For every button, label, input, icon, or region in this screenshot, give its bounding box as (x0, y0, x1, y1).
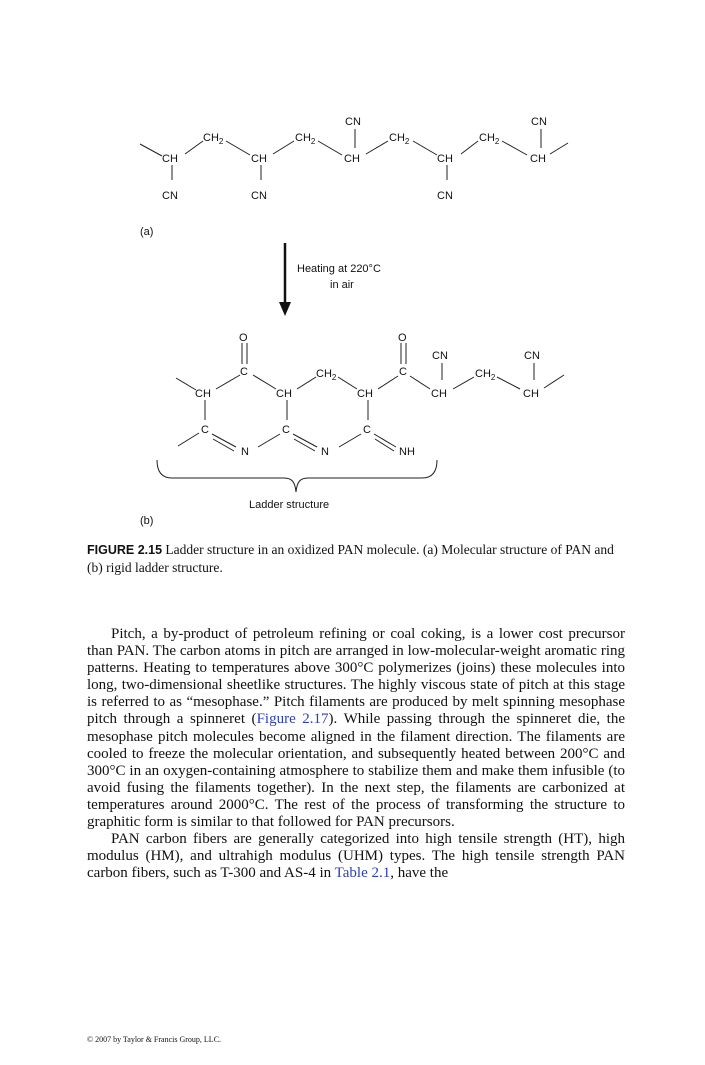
figure-caption (87, 541, 627, 576)
chem-c-ring-2: C (282, 424, 290, 436)
chem-ch-b2: CH (276, 388, 292, 400)
chem-ch2-b1: $CH_2$ (316, 368, 337, 382)
figure-label: FIGURE 2.15 (87, 543, 163, 557)
chem-cn-b2: CN (524, 350, 540, 362)
chem-ch-2: CH (251, 153, 267, 165)
table-2-1-link[interactable]: Table 2.1 (334, 865, 391, 882)
paragraph-1-text-b: ). While passing through the spinneret die, the mesophase pitch molecules become aligned in the filament direction. The filaments are cooled to freeze the molecular orientation, and subsequently heated between 200°C and 300°C in an oxygen-containing atmosphere to stabilize them and make them infusible (to avoid fusing the filaments together). In the next step, the filaments are carbonized at temperatures around 2000°C. The rest of the process of transforming the structure to graphitic form is similar to that followed for PAN precursors. (87, 711, 625, 831)
chem-ch-b4: CH (431, 388, 447, 400)
chem-o-1: O (239, 332, 248, 344)
chem-n-2: N (321, 446, 329, 458)
paragraph-1 (87, 626, 625, 831)
body-text (87, 626, 625, 882)
chem-ch-b3: CH (357, 388, 373, 400)
paragraph-2-text-a: PAN carbon fibers are generally categorized into high tensile strength (HT), high modulus (HM), and ultrahigh modulus (UHM) types. The high tensile strength PAN carbon fibers, such as T-300 and AS-4 in (87, 831, 625, 882)
chem-cn-5: CN (531, 116, 547, 128)
chem-ch2-2: $CH_2$ (295, 132, 316, 146)
chem-ch2-3: $CH_2$ (389, 132, 410, 146)
panel-a-label: (a) (140, 226, 154, 238)
chem-ch-b1: CH (195, 388, 211, 400)
chem-cn-b1: CN (432, 350, 448, 362)
panel-b-label: (b) (140, 515, 154, 527)
brace-label: Ladder structure (249, 499, 330, 511)
heating-arrow (279, 243, 291, 316)
chem-o-2: O (398, 332, 407, 344)
chem-cn-4: CN (437, 190, 453, 202)
figure-2-17-link[interactable]: Figure 2.17 (256, 711, 329, 728)
chem-c-carbonyl-1: C (240, 366, 248, 378)
ladder-structure (176, 332, 564, 458)
chem-ch-4: CH (437, 153, 453, 165)
caption-text: Ladder structure in an oxidized PAN molecule. (a) Molecular structure of PAN and (b) rigid ladder structure. (87, 542, 614, 575)
chem-c-ring-1: C (201, 424, 209, 436)
chem-cn-3: CN (345, 116, 361, 128)
chem-ch2-b2: $CH_2$ (475, 368, 496, 382)
arrow-label-line1: Heating at 220°C (297, 263, 381, 275)
chem-ch2-4: $CH_2$ (479, 132, 500, 146)
chem-nh: NH (399, 446, 415, 458)
chem-c-ring-3: C (363, 424, 371, 436)
chem-ch-5: CH (530, 153, 546, 165)
arrow-label-line2: in air (330, 279, 354, 291)
chem-n-1: N (241, 446, 249, 458)
chem-ch2-1: $CH_2$ (203, 132, 224, 146)
paragraph-2 (87, 831, 625, 882)
chem-ch-3: CH (344, 153, 360, 165)
ladder-brace (157, 460, 437, 492)
chem-cn-2: CN (251, 190, 267, 202)
paragraph-1-text-a: Pitch, a by-product of petroleum refining or coal coking, is a lower cost precursor than PAN. The carbon atoms in pitch are arranged in low-molecular-weight aromatic ring patterns. Heating to temperatures above 300°C polymerizes (joins) these molecules into long, two-dimensional sheetlike structures. The highly viscous state of pitch at this stage is referred to as “mesophase.” Pitch filaments are produced by melt spinning mesophase pitch through a spinneret ( (87, 626, 625, 728)
chem-ch-1: CH (162, 153, 178, 165)
paragraph-2-text-b: , have the (390, 865, 449, 882)
chem-cn-1: CN (162, 190, 178, 202)
chem-ch-b5: CH (523, 388, 539, 400)
chem-c-carbonyl-2: C (399, 366, 407, 378)
pan-chain-structure (140, 116, 568, 202)
copyright-footer: © 2007 by Taylor & Francis Group, LLC. (87, 1035, 222, 1044)
